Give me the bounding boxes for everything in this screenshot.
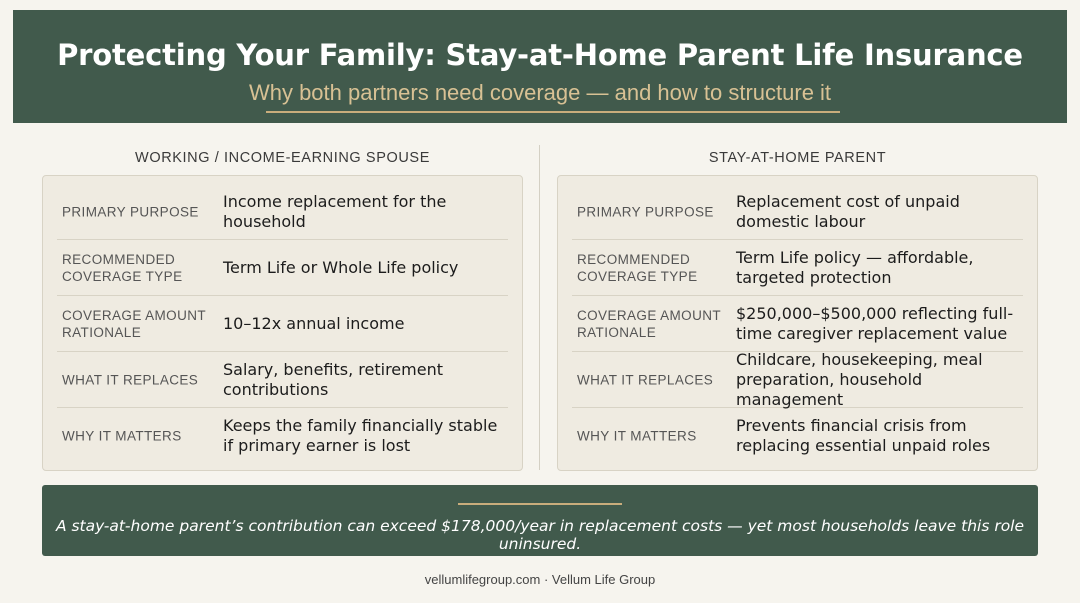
row-value: Term Life policy — affordable, targeted protection [736,247,974,287]
row-label: RECOMMENDED COVERAGE TYPE [577,251,698,284]
left-column-title: WORKING / INCOME-EARNING SPOUSE [135,150,430,166]
callout-banner [42,485,1038,556]
row-value: Term Life or Whole Life policy [223,257,459,277]
row-value: $250,000–$500,000 reflecting full-time caregiver replacement value [736,303,1014,343]
row-label: PRIMARY PURPOSE [62,204,199,219]
working-spouse-card [42,175,523,471]
footer-credit: vellumlifegroup.com · Vellum Life Group [424,572,656,587]
table-row [572,184,1023,240]
table-row [572,296,1023,352]
row-value: Salary, benefits, retirement contributions [223,359,443,399]
subtitle-underline [266,111,840,113]
row-label: WHAT IT REPLACES [62,372,199,387]
table-row [57,352,508,408]
table-row [57,408,508,464]
row-label: WHY IT MATTERS [62,428,182,444]
right-column-title: STAY-AT-HOME PARENT [708,150,887,166]
header-banner [13,10,1067,123]
table-row [57,296,508,352]
page-title: Protecting Your Family: Stay-at-Home Parent Life Insurance [57,38,1023,72]
row-label: WHAT IT REPLACES [577,372,714,387]
row-label: COVERAGE AMOUNT RATIONALE [62,307,206,340]
row-label: PRIMARY PURPOSE [577,204,714,219]
callout-text: A stay-at-home parent’s contribution can exceed $178,000/year in replacement costs — yet most households leave this role uninsured. [55,517,1025,553]
row-value: Childcare, housekeeping, meal preparation, household management [736,349,983,409]
row-value: Income replacement for the household [223,191,447,231]
page-subtitle: Why both partners need coverage — and how to structure it [248,80,832,105]
banner-rule [458,503,622,505]
table-row [57,184,508,240]
table-row [572,349,1023,409]
row-value: 10–12x annual income [223,313,405,333]
stay-at-home-parent-card [557,175,1038,471]
table-row [57,240,508,296]
row-value: Replacement cost of unpaid domestic labour [736,191,960,231]
table-row [572,408,1023,464]
row-value: Keeps the family financially stable if primary earner is lost [223,416,498,455]
row-label: RECOMMENDED COVERAGE TYPE [62,251,183,284]
row-label: WHY IT MATTERS [577,428,697,444]
row-value: Prevents financial crisis from replacing essential unpaid roles [736,416,991,455]
row-label: COVERAGE AMOUNT RATIONALE [577,307,721,340]
column-divider [539,145,540,470]
table-row [572,240,1023,296]
